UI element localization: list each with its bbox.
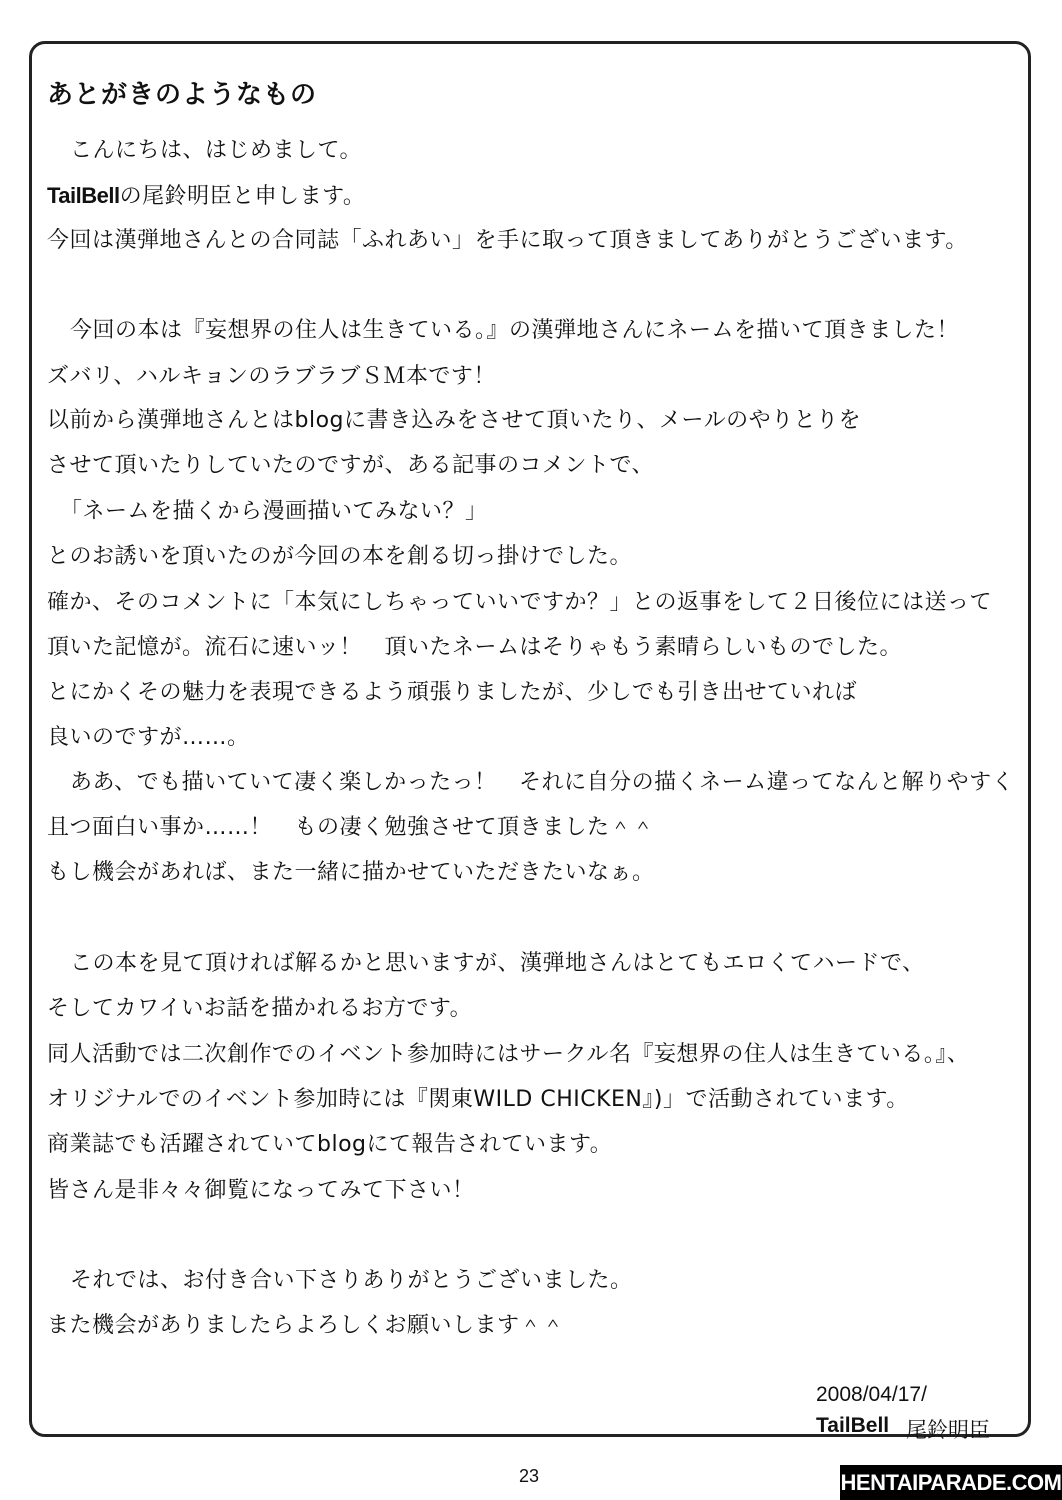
text-line: 同人活動では二次創作でのイベント参加時にはサークル名『妄想界の住人は生きている。』、 [47,1042,970,1067]
text-line: ズバリ、ハルキョンのラブラブＳＭ本です！ [47,364,496,389]
circle-name: TailBell [47,183,120,208]
text-line: 頂いた記憶が。流石に速いッ！ 頂いたネームはそりゃもう素晴らしいものでした。 [47,635,903,660]
text-line: 今回は漢弾地さんとの合同誌「ふれあい」を手に取って頂きましてありがとうございます。 [47,228,968,253]
text-line: この本を見て頂ければ解るかと思いますが、漢弾地さんはとてもエロくてハードで、 [70,951,925,976]
text-line-rest: の尾鈴明臣と申します。 [119,184,366,209]
page-number: 23 [519,1466,540,1486]
text-line: 商業誌でも活躍されていてblogにて報告されています。 [47,1132,613,1157]
text-line: 以前から漢弾地さんとはblogに書き込みをさせて頂いたり、メールのやりとりを [47,408,862,433]
afterword-title: あとがきのようなもの [47,80,318,110]
text-line: させて頂いたりしていたのですが、ある記事のコメントで、 [47,453,655,478]
signature-author: 尾鈴明臣 [906,1418,990,1442]
text-line: オリジナルでのイベント参加時には『関東WILD CHICKEN』)」で活動されています。 [47,1087,909,1112]
signature-circle: TailBell [816,1414,890,1437]
text-line: 今回の本は『妄想界の住人は生きている。』の漢弾地さんにネームを描いて頂きました！ [70,318,960,343]
text-line: 良いのですが……。 [47,725,250,750]
text-line: 「ネームを描くから漫画描いてみない？」 [60,499,488,524]
text-line: 確か、そのコメントに「本気にしちゃっていいですか？」との返事をして２日後位には送って [47,590,993,615]
text-line: とにかくその魅力を表現できるよう頑張りましたが、少しでも引き出せていれば [47,680,858,705]
text-line: それでは、お付き合い下さりありがとうございました。 [70,1268,633,1293]
text-line: 皆さん是非々々御覧になってみて下さい！ [47,1178,475,1203]
text-line: ああ、でも描いていて凄く楽しかったっ！ それに自分の描くネーム違ってなんと解りやすく [70,770,1015,795]
text-line: もし機会があれば、また一緒に描かせていただきたいなぁ。 [47,860,655,885]
text-line: 且つ面白い事か……！ もの凄く勉強させて頂きました＾＾ [47,815,655,840]
text-line: そしてカワイいお話を描かれるお方です。 [47,996,473,1021]
text-line [47,181,365,212]
site-watermark[interactable]: HENTAIPARADE.COM [840,1465,1062,1500]
text-line: また機会がありましたらよろしくお願いします＾＾ [47,1313,565,1338]
text-line: こんにちは、はじめまして。 [70,138,363,163]
signature-date: 2008/04/17/ [816,1383,927,1406]
text-line: とのお誘いを頂いたのが今回の本を創る切っ掛けでした。 [47,544,633,569]
